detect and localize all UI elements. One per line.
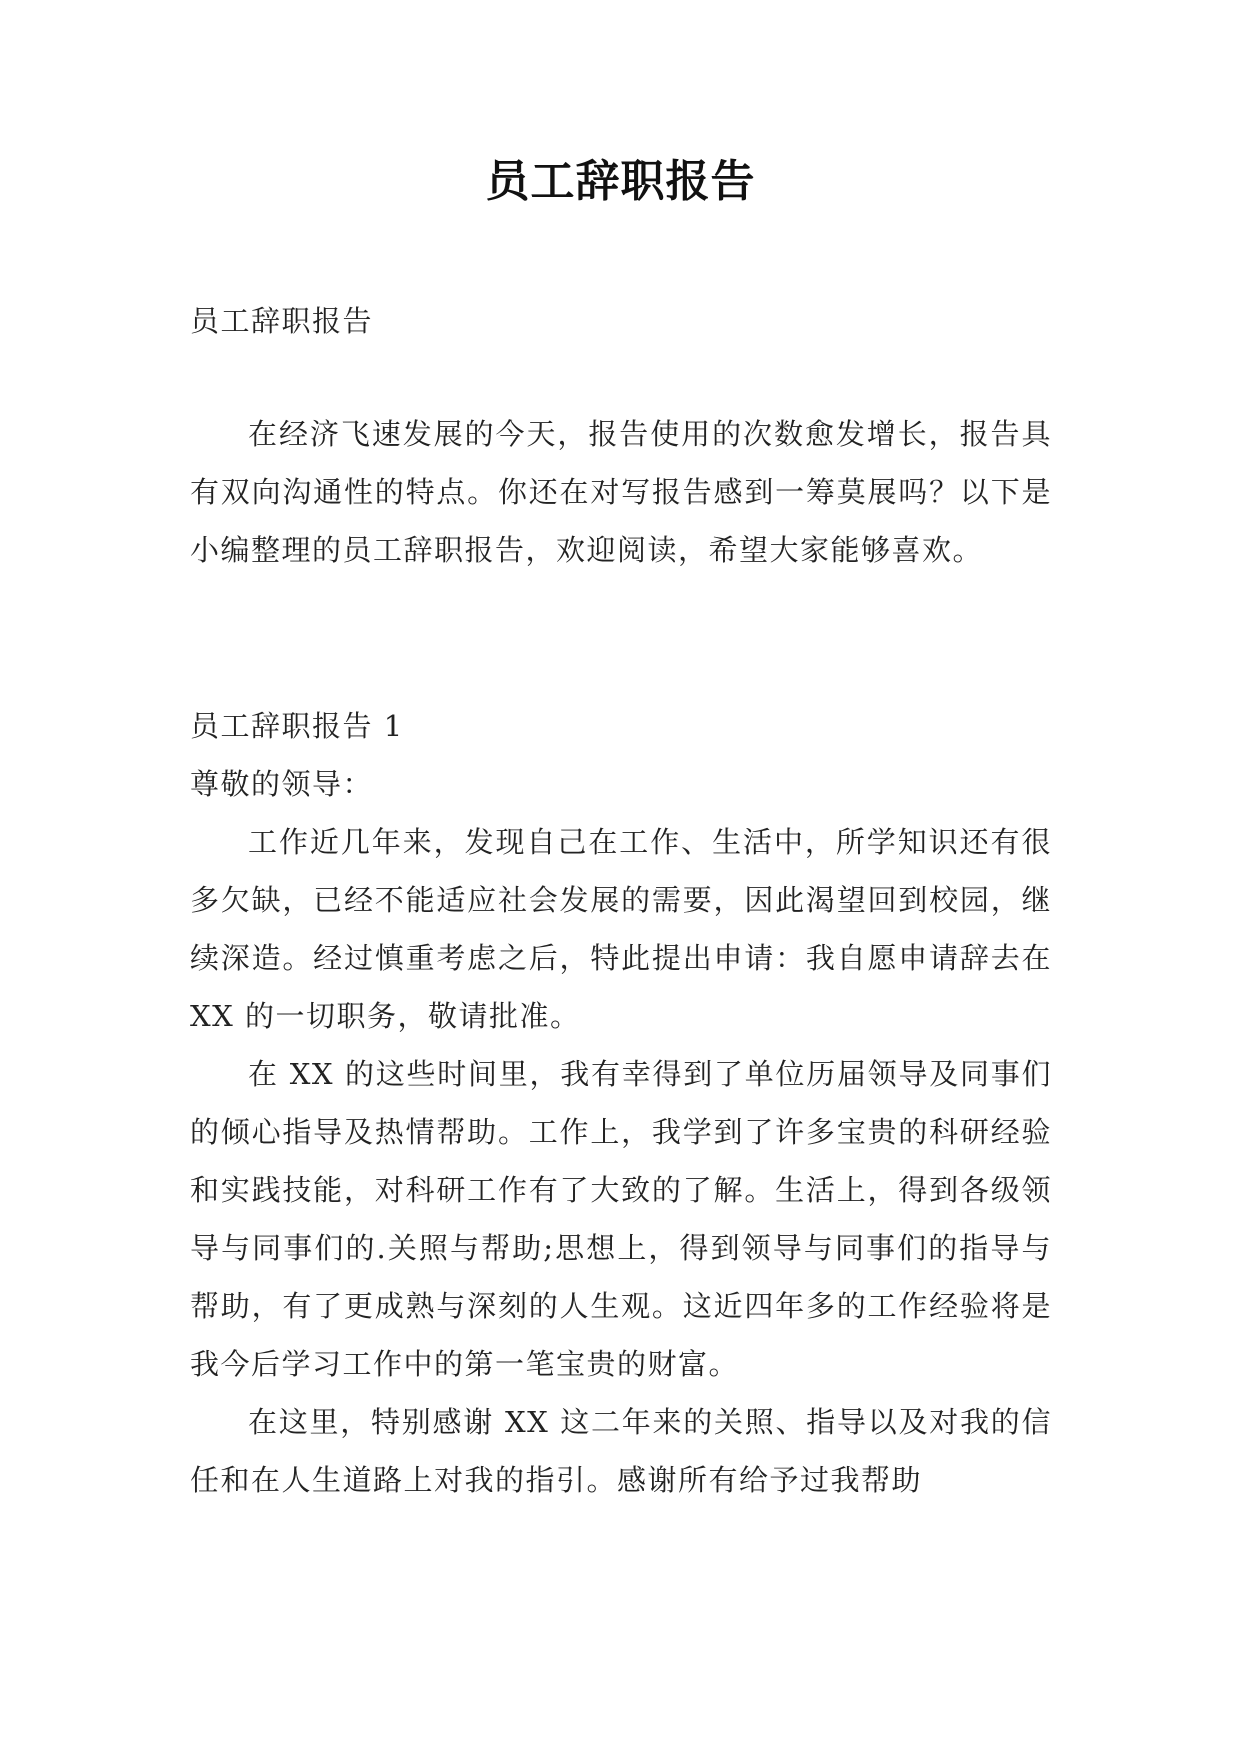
- document-title: 员工辞职报告: [485, 156, 756, 207]
- intro-paragraph: 在经济飞速发展的今天，报告使用的次数愈发增长，报告具有双向沟通性的特点。你还在对写报告感到一筹莫展吗？以下是小编整理的员工辞职报告，欢迎阅读，希望大家能够喜欢。: [190, 417, 1052, 567]
- body-paragraph-3: 在这里，特别感谢 XX 这二年来的关照、指导以及对我的信任和在人生道路上对我的指引。感谢所有给予过我帮助: [190, 1405, 1052, 1497]
- section-heading: 员工辞职报告 1: [190, 709, 404, 743]
- document-subtitle: 员工辞职报告: [190, 304, 374, 338]
- letter-body: [190, 697, 1052, 1509]
- body-paragraph-1: 工作近几年来，发现自己在工作、生活中，所学知识还有很多欠缺，已经不能适应社会发展的需要，因此渴望回到校园，继续深造。经过慎重考虑之后，特此提出申请：我自愿申请辞去在 XX 的一切职务，敬请批准。: [190, 825, 1052, 1033]
- body-paragraph-2: 在 XX 的这些时间里，我有幸得到了单位历届领导及同事们的倾心指导及热情帮助。工作上，我学到了许多宝贵的科研经验和实践技能，对科研工作有了大致的了解。生活上，得到各级领导与同事们的.关照与帮助;思想上，得到领导与同事们的指导与帮助，有了更成熟与深刻的人生观。这近四年多的工作经验将是我今后学习工作中的第一笔宝贵的财富。: [190, 1057, 1052, 1381]
- salutation: 尊敬的领导：: [190, 767, 374, 801]
